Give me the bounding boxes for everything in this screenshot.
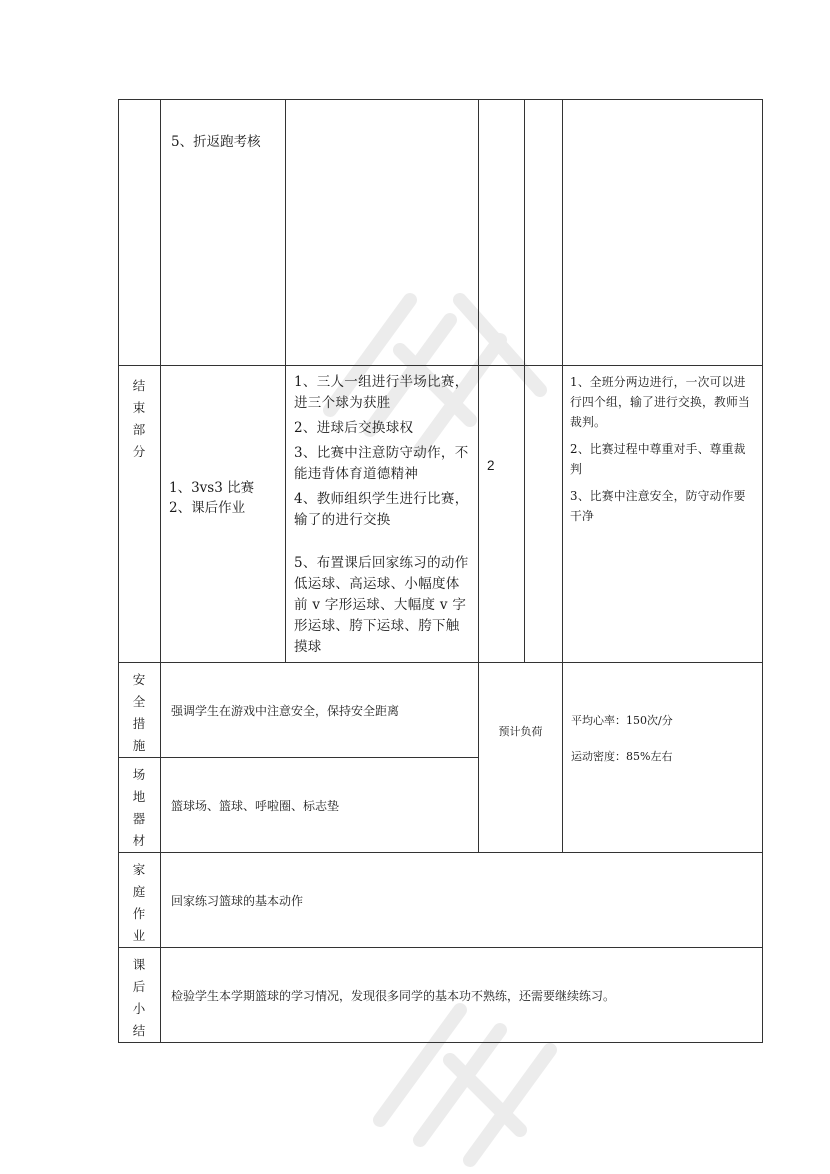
section-label-cell [119,663,161,758]
count-cell [525,100,563,366]
requirements-cell [563,100,763,366]
content-line: 2、课后作业 [169,500,246,516]
organization-item: 4、教师组织学生进行比赛，输了的进行交换 [294,491,469,528]
load-values-cell [563,663,763,853]
count-cell [525,366,563,663]
organization-item: 1、三人一组进行半场比赛，进三个球为获胜 [294,374,469,411]
table-row-safety [119,663,763,758]
section-label: 结束部分 [132,378,147,459]
section-label: 课后小结 [132,957,147,1038]
time-cell [479,366,525,663]
content-line: 1、3vs3 比赛 [169,480,255,496]
organization-cell [286,100,479,366]
section-label-cell [119,100,161,366]
requirements-cell [563,366,763,663]
table-row-homework [119,853,763,948]
exercise-density: 运动密度：85%左右 [571,750,673,763]
requirement-item: 1、全班分两边进行，一次可以进行四个组，输了进行交换，教师当裁判。 [570,375,750,429]
requirement-item: 3、比赛中注意安全，防守动作要干净 [570,489,746,523]
lesson-plan-table [118,99,763,1043]
load-label-cell [479,663,563,853]
organization-cell [286,366,479,663]
time-value: 2 [487,458,495,473]
heart-rate: 平均心率：150次/分 [571,714,673,727]
requirement-item: 2、比赛过程中尊重对手、尊重裁判 [570,442,746,476]
summary-cell [161,948,763,1043]
section-label-cell [119,853,161,948]
equipment-text: 篮球场、篮球、呼啦圈、标志垫 [171,798,340,813]
organization-item: 5、布置课后回家练习的动作低运球、高运球、小幅度体前 v 字形运球、大幅度 v 字形运球、胯下运球、胯下触摸球 [294,555,469,655]
table-row-summary [119,948,763,1043]
organization-item: 3、比赛中注意防守动作，不能违背体育道德精神 [294,445,469,482]
homework-text: 回家练习篮球的基本动作 [171,893,304,908]
table-row-previous [119,100,763,366]
time-cell [479,100,525,366]
section-label-cell [119,758,161,853]
section-label: 场地器材 [132,767,147,848]
homework-cell [161,853,763,948]
organization-item: 2、进球后交换球权 [294,420,414,436]
safety-text: 强调学生在游戏中注意安全，保持安全距离 [171,703,400,718]
table-row-ending [119,366,763,663]
section-label: 家庭作业 [132,862,147,943]
summary-text: 检验学生本学期篮球的学习情况，发现很多同学的基本功不熟练，还需要继续练习。 [171,988,616,1003]
content-cell [161,366,286,663]
load-label: 预计负荷 [498,725,543,738]
safety-cell [161,663,479,758]
content-text: 5、折返跑考核 [171,134,261,150]
content-cell [161,100,286,366]
section-label-cell [119,366,161,663]
section-label-cell [119,948,161,1043]
section-label: 安全措施 [132,672,147,753]
equipment-cell [161,758,479,853]
